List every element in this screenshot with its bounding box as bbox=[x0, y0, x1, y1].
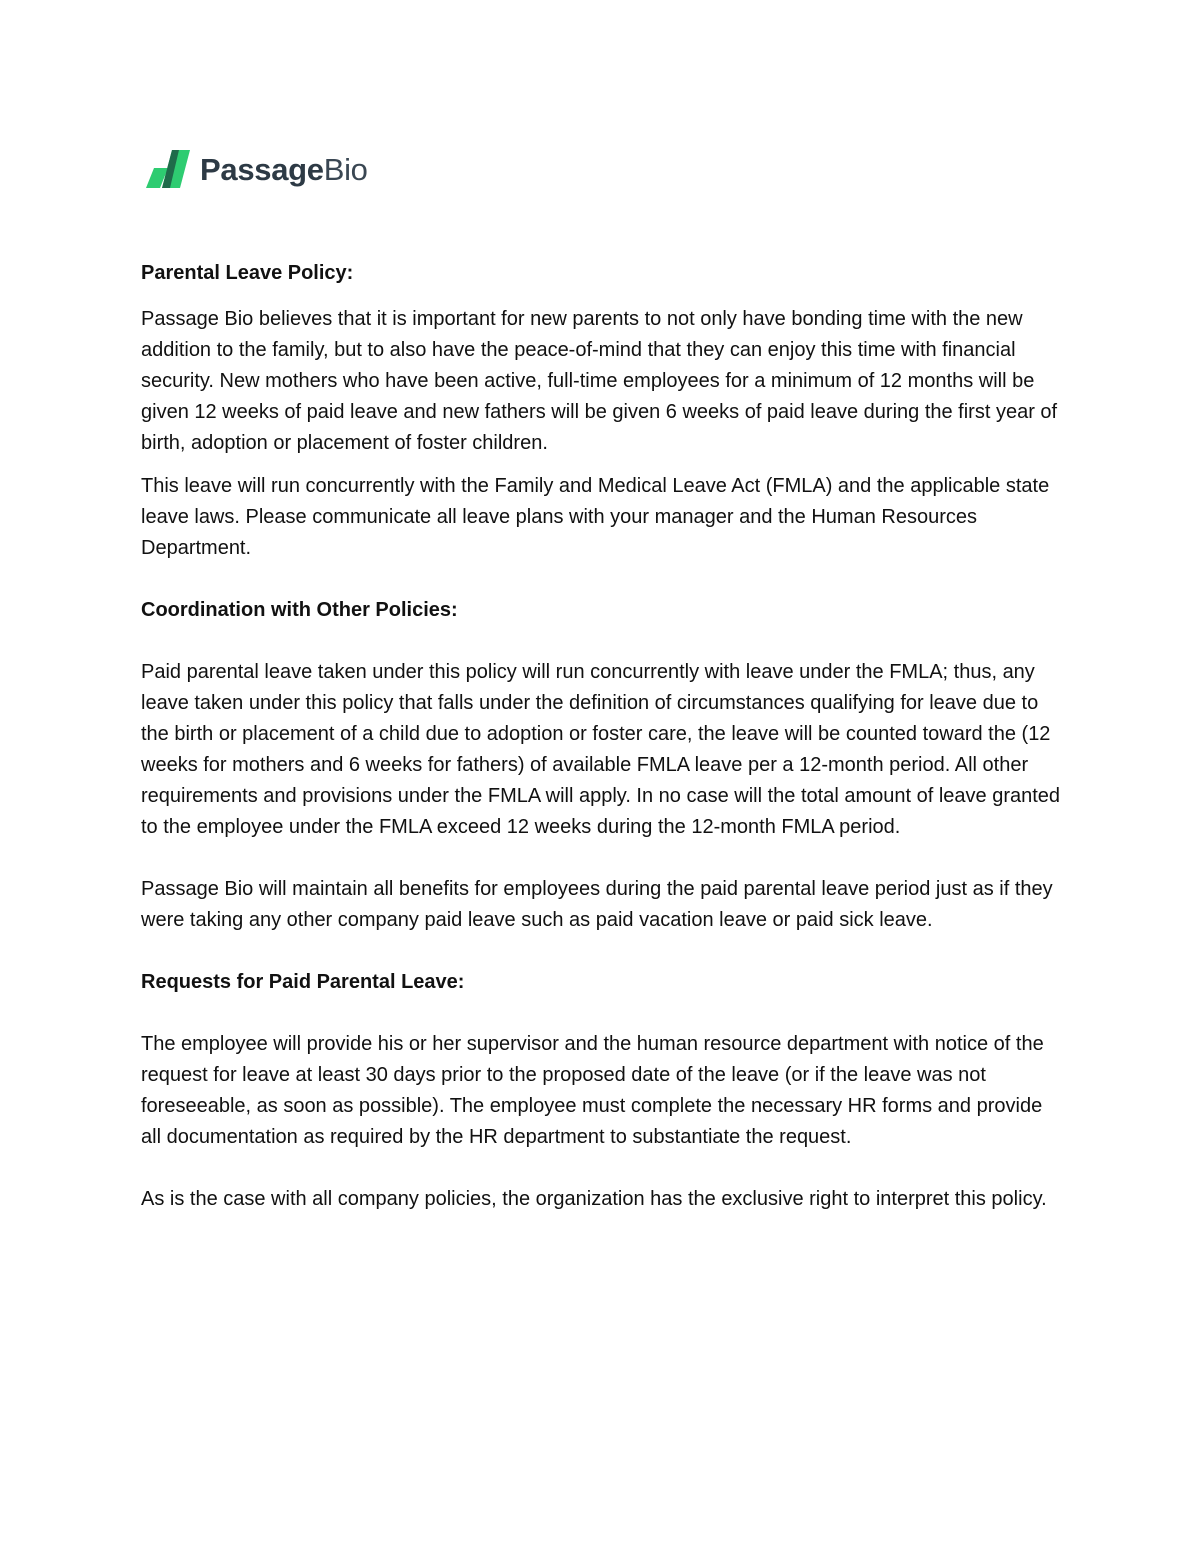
section-heading-parental-leave: Parental Leave Policy: bbox=[141, 262, 354, 284]
section-heading-coordination: Coordination with Other Policies: bbox=[141, 599, 458, 621]
paragraph-coordination-benefits: Passage Bio will maintain all benefits for employees during the paid parental leave period just as if they were taking any other company paid leave such as paid vacation leave or paid sick leave. bbox=[141, 878, 1053, 931]
logo-brand-secondary: Bio bbox=[323, 151, 368, 187]
paragraph-coordination-fmla: Paid parental leave taken under this policy will run concurrently with leave under the FMLA; thus, any leave taken under this policy that falls under the definition of circumstances qualifying for leave due to the birth or placement of a child due to adoption or foster care, the leave will be counted toward the (12 weeks for mothers and 6 weeks for fathers) of available FMLA leave per a 12-month period. All other requirements and provisions under the FMLA will apply. In no case will the total amount of leave granted to the employee under the FMLA exceed 12 weeks during the 12-month FMLA period. bbox=[141, 661, 1061, 838]
logo-wordmark bbox=[200, 151, 368, 187]
section-heading-requests: Requests for Paid Parental Leave: bbox=[141, 971, 465, 993]
paragraph-parental-leave-fmla: This leave will run concurrently with the Family and Medical Leave Act (FMLA) and the applicable state leave laws. Please communicate all leave plans with your manager and the Human Resources Department. bbox=[141, 475, 1050, 559]
paragraph-requests-interpretation: As is the case with all company policies, the organization has the exclusive right to interpret this policy. bbox=[141, 1188, 1047, 1210]
passage-bio-logo-icon bbox=[146, 148, 194, 190]
paragraph-requests-notice: The employee will provide his or her supervisor and the human resource department with notice of the request for leave at least 30 days prior to the proposed date of the leave (or if the leave was not foreseeable, as soon as possible). The employee must complete the necessary HR forms and provide all documentation as required by the HR department to substantiate the request. bbox=[141, 1033, 1044, 1148]
document-body bbox=[141, 258, 1066, 1215]
company-logo bbox=[146, 148, 368, 190]
paragraph-parental-leave-intro: Passage Bio believes that it is important for new parents to not only have bonding time with the new addition to the family, but to also have the peace-of-mind that they can enjoy this time with financial security. New mothers who have been active, full-time employees for a minimum of 12 months will be given 12 weeks of paid leave and new fathers will be given 6 weeks of paid leave during the first year of birth, adoption or placement of foster children. bbox=[141, 308, 1058, 454]
logo-brand-primary: Passage bbox=[200, 151, 324, 187]
